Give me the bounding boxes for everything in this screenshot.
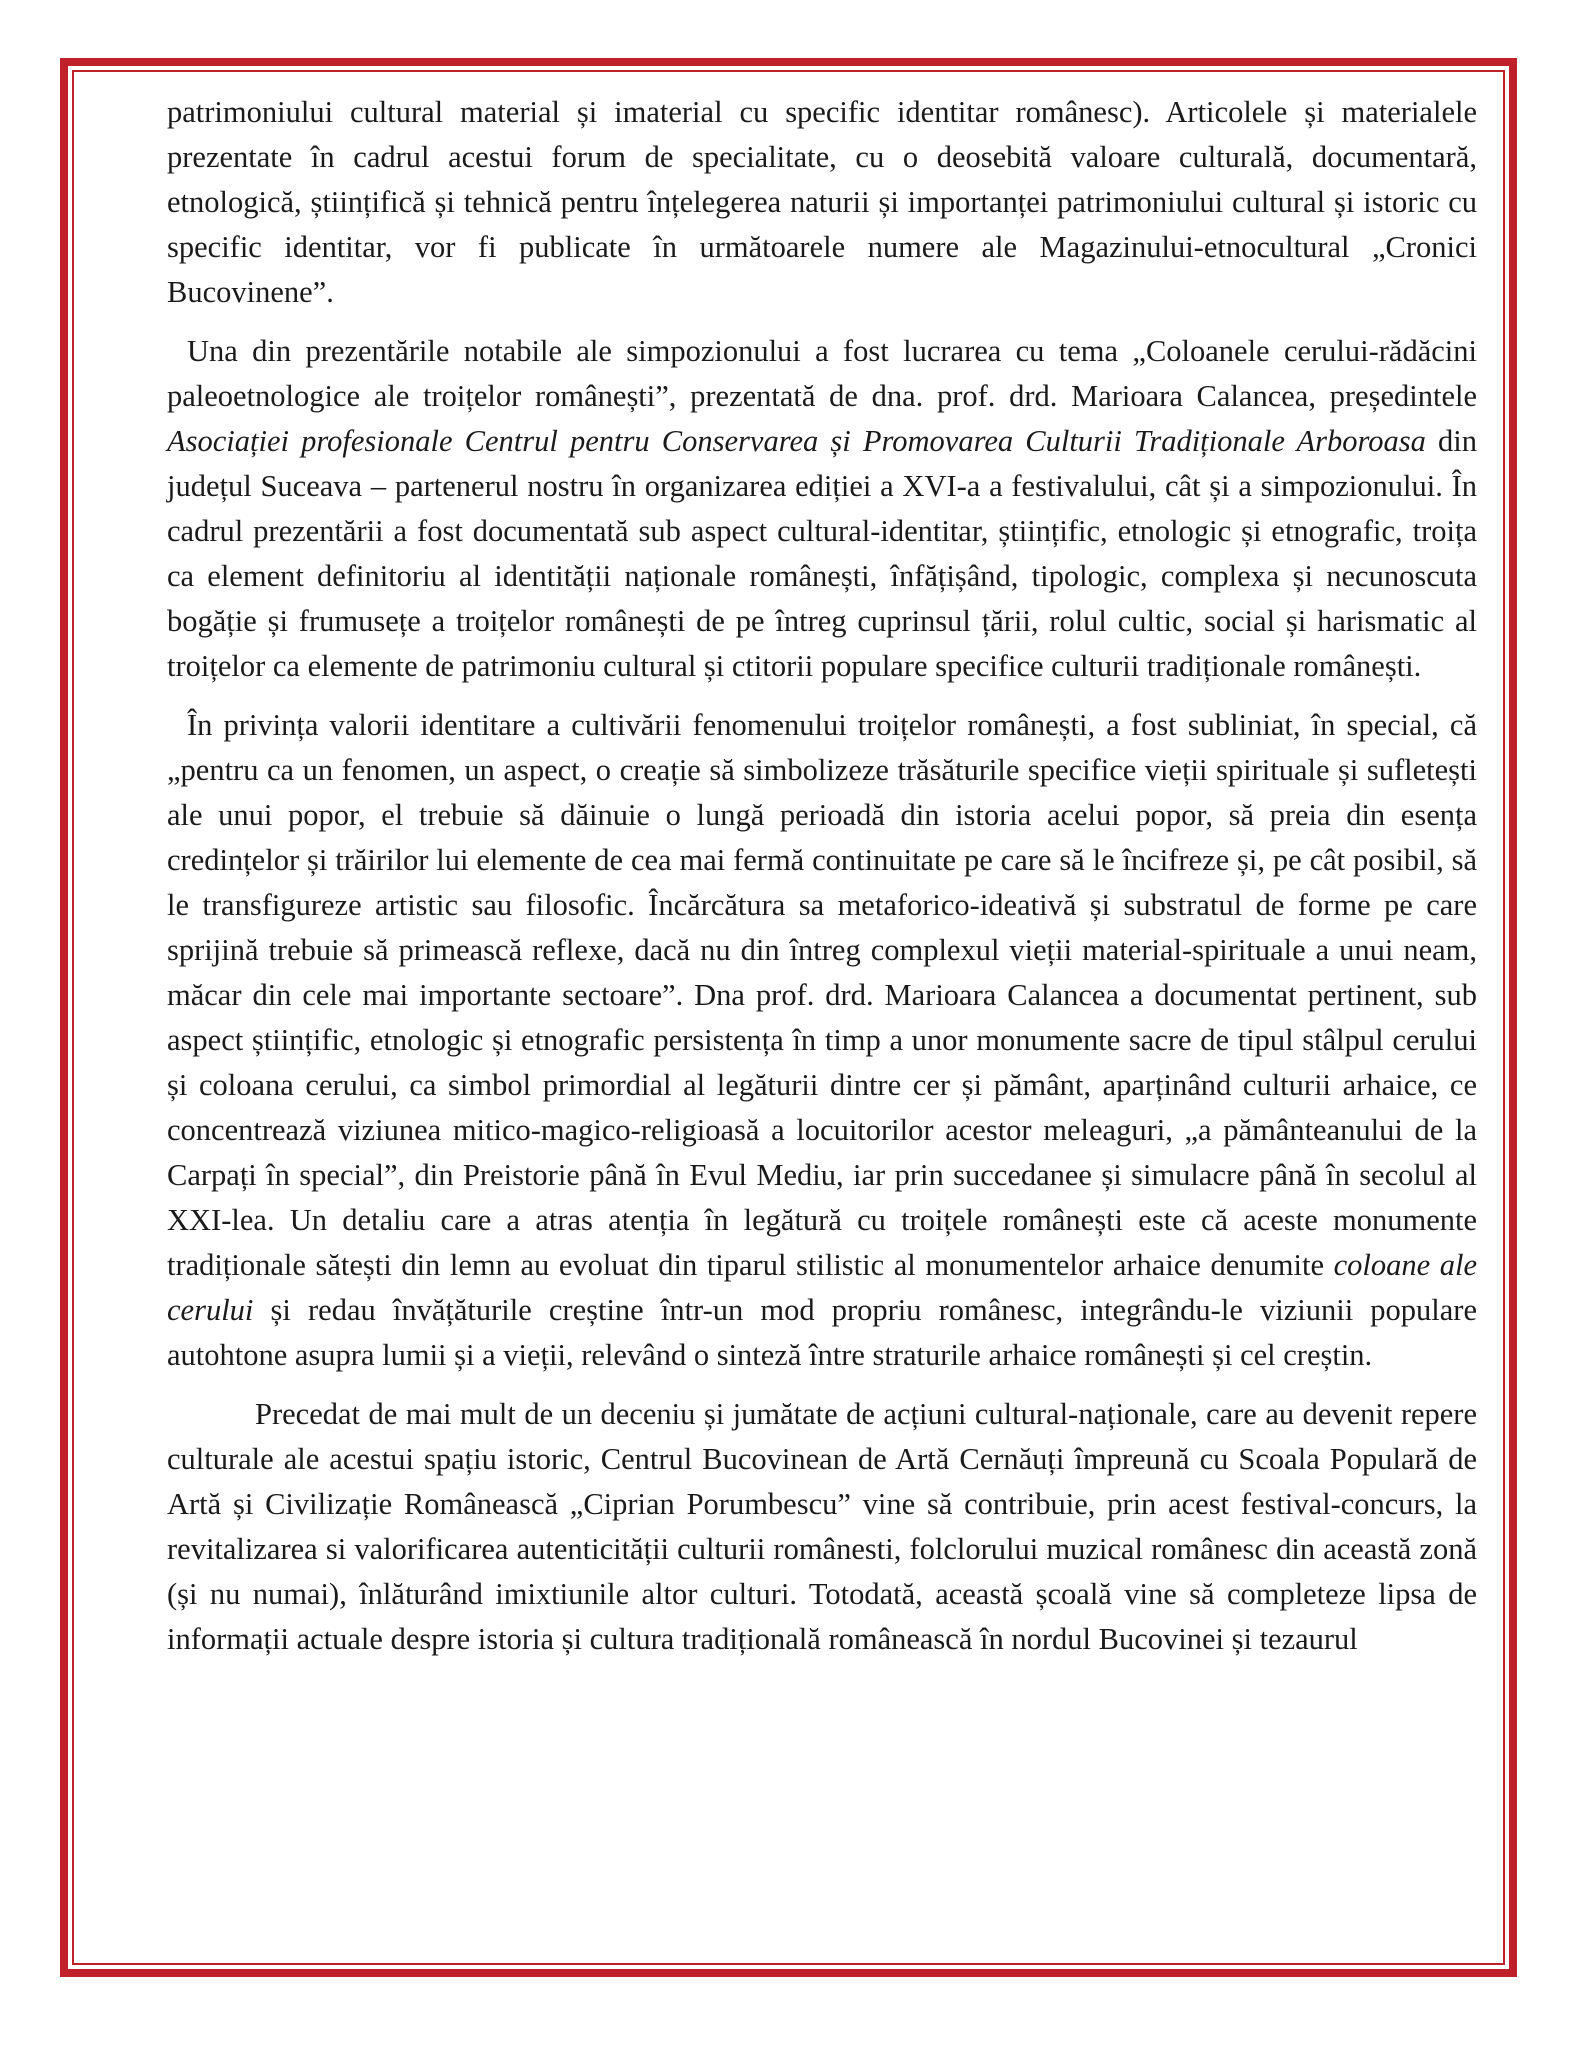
paragraph-text: Una din prezentările notabile ale simpozionului a fost lucrarea cu tema „Coloanele cerului-rădăcini paleoetnologice ale troițelor românești”, prezentată de dna. prof. drd. Marioara Calancea, președintele [167, 334, 1477, 413]
paragraph-text: și redau învățăturile creștine într-un mod propriu românesc, integrându-le viziunii populare autohtone asupra lumii și a vieții, relevând o sinteză între straturile arhaice românești și cel creștin. [167, 1293, 1477, 1372]
paragraph-text: Precedat de mai mult de un deceniu și jumătate de acțiuni cultural-naționale, care au devenit repere culturale ale acestui spațiu istoric, Centrul Bucovinean de Artă Cernăuți împreună cu Scoala Populară de Artă și Civilizație Românească „Ciprian Porumbescu” vine să contribuie, prin acest festival-concurs, la revitalizarea si valorificarea autenticității culturii românesti, folclorului muzical românesc din această zonă (și nu numai), înlăturând imixtiunile altor culturi. Totodată, această școală vine să completeze lipsa de informații actuale despre istoria și cultura tradițională românească în nordul Bucovinei și tezaurul [167, 1397, 1477, 1656]
italic-term: coloane ale cerului [167, 1248, 1478, 1327]
paragraph-text: În privința valorii identitare a cultivării fenomenului troițelor românești, a fost subliniat, în special, că „pentru ca un fenomen, un aspect, o creație să simbolizeze trăsăturile specifice vieții spirituale și sufletești ale unui popor, el trebuie să dăinuie o lungă perioadă din istoria acelui popor, să preia din esența credințelor și trăirilor lui elemente de cea mai fermă continuitate pe care să le încifreze și, pe cât posibil, să le transfigureze artistic sau filosofic. Încărcătura sa metaforico-ideativă și substratul de forme pe care sprijină trebuie să primească reflexe, dacă nu din întreg complexul vieții material-spirituale a unui neam, măcar din cele mai importante sectoare”. Dna prof. drd. Marioara Calancea a documentat pertinent, sub aspect științific, etnologic și etnografic persistența în timp a unor monumente sacre de tipul stâlpul cerului și coloana cerului, ca simbol primordial al legăturii dintre cer și pământ, aparținând culturii arhaice, ce concentrează viziunea mitico-magico-religioasă a locuitorilor acestor meleaguri, „a pământeanului de la Carpați în special”, din Preistorie până în Evul Mediu, iar prin succedanee și simulacre până în secolul al XXI-lea. Un detaliu care a atras atenția în legătură cu troițele românești este că aceste monumente tradiționale sătești din lemn au evoluat din tiparul stilistic al monumentelor arhaice denumite [167, 708, 1477, 1282]
paragraph-text: din județul Suceava – partenerul nostru în organizarea ediției a XVI-a a festivalului, cât și a simpozionului. În cadrul prezentării a fost documentată sub aspect cultural-identitar, științific, etnologic și etnografic, troița ca element definitoriu al identității naționale românești, înfățișând, tipologic, complexa și necunoscuta bogăție și frumusețe a troițelor românești de pe întreg cuprinsul țării, rolul cultic, social și harismatic al troițelor ca elemente de patrimoniu cultural și ctitorii populare specifice culturii tradiționale românești. [167, 424, 1477, 683]
document-body [167, 90, 1477, 1676]
paragraph [167, 90, 1477, 315]
paragraph [167, 703, 1477, 1378]
paragraph [167, 329, 1477, 689]
italic-org-name: Asociației profesionale Centrul pentru Conservarea și Promovarea Culturii Tradiționale Arboroasa [167, 424, 1426, 458]
paragraph-text: patrimoniului cultural material și imaterial cu specific identitar românesc). Articolele și materialele prezentate în cadrul acestui forum de specialitate, cu o deosebită valoare culturală, documentară, etnologică, științifică și tehnică pentru înțelegerea naturii și importanței patrimoniului cultural și istoric cu specific identitar, vor fi publicate în următoarele numere ale Magazinului-etnocultural „Cronici Bucovinene”. [167, 95, 1477, 309]
paragraph [167, 1392, 1477, 1662]
